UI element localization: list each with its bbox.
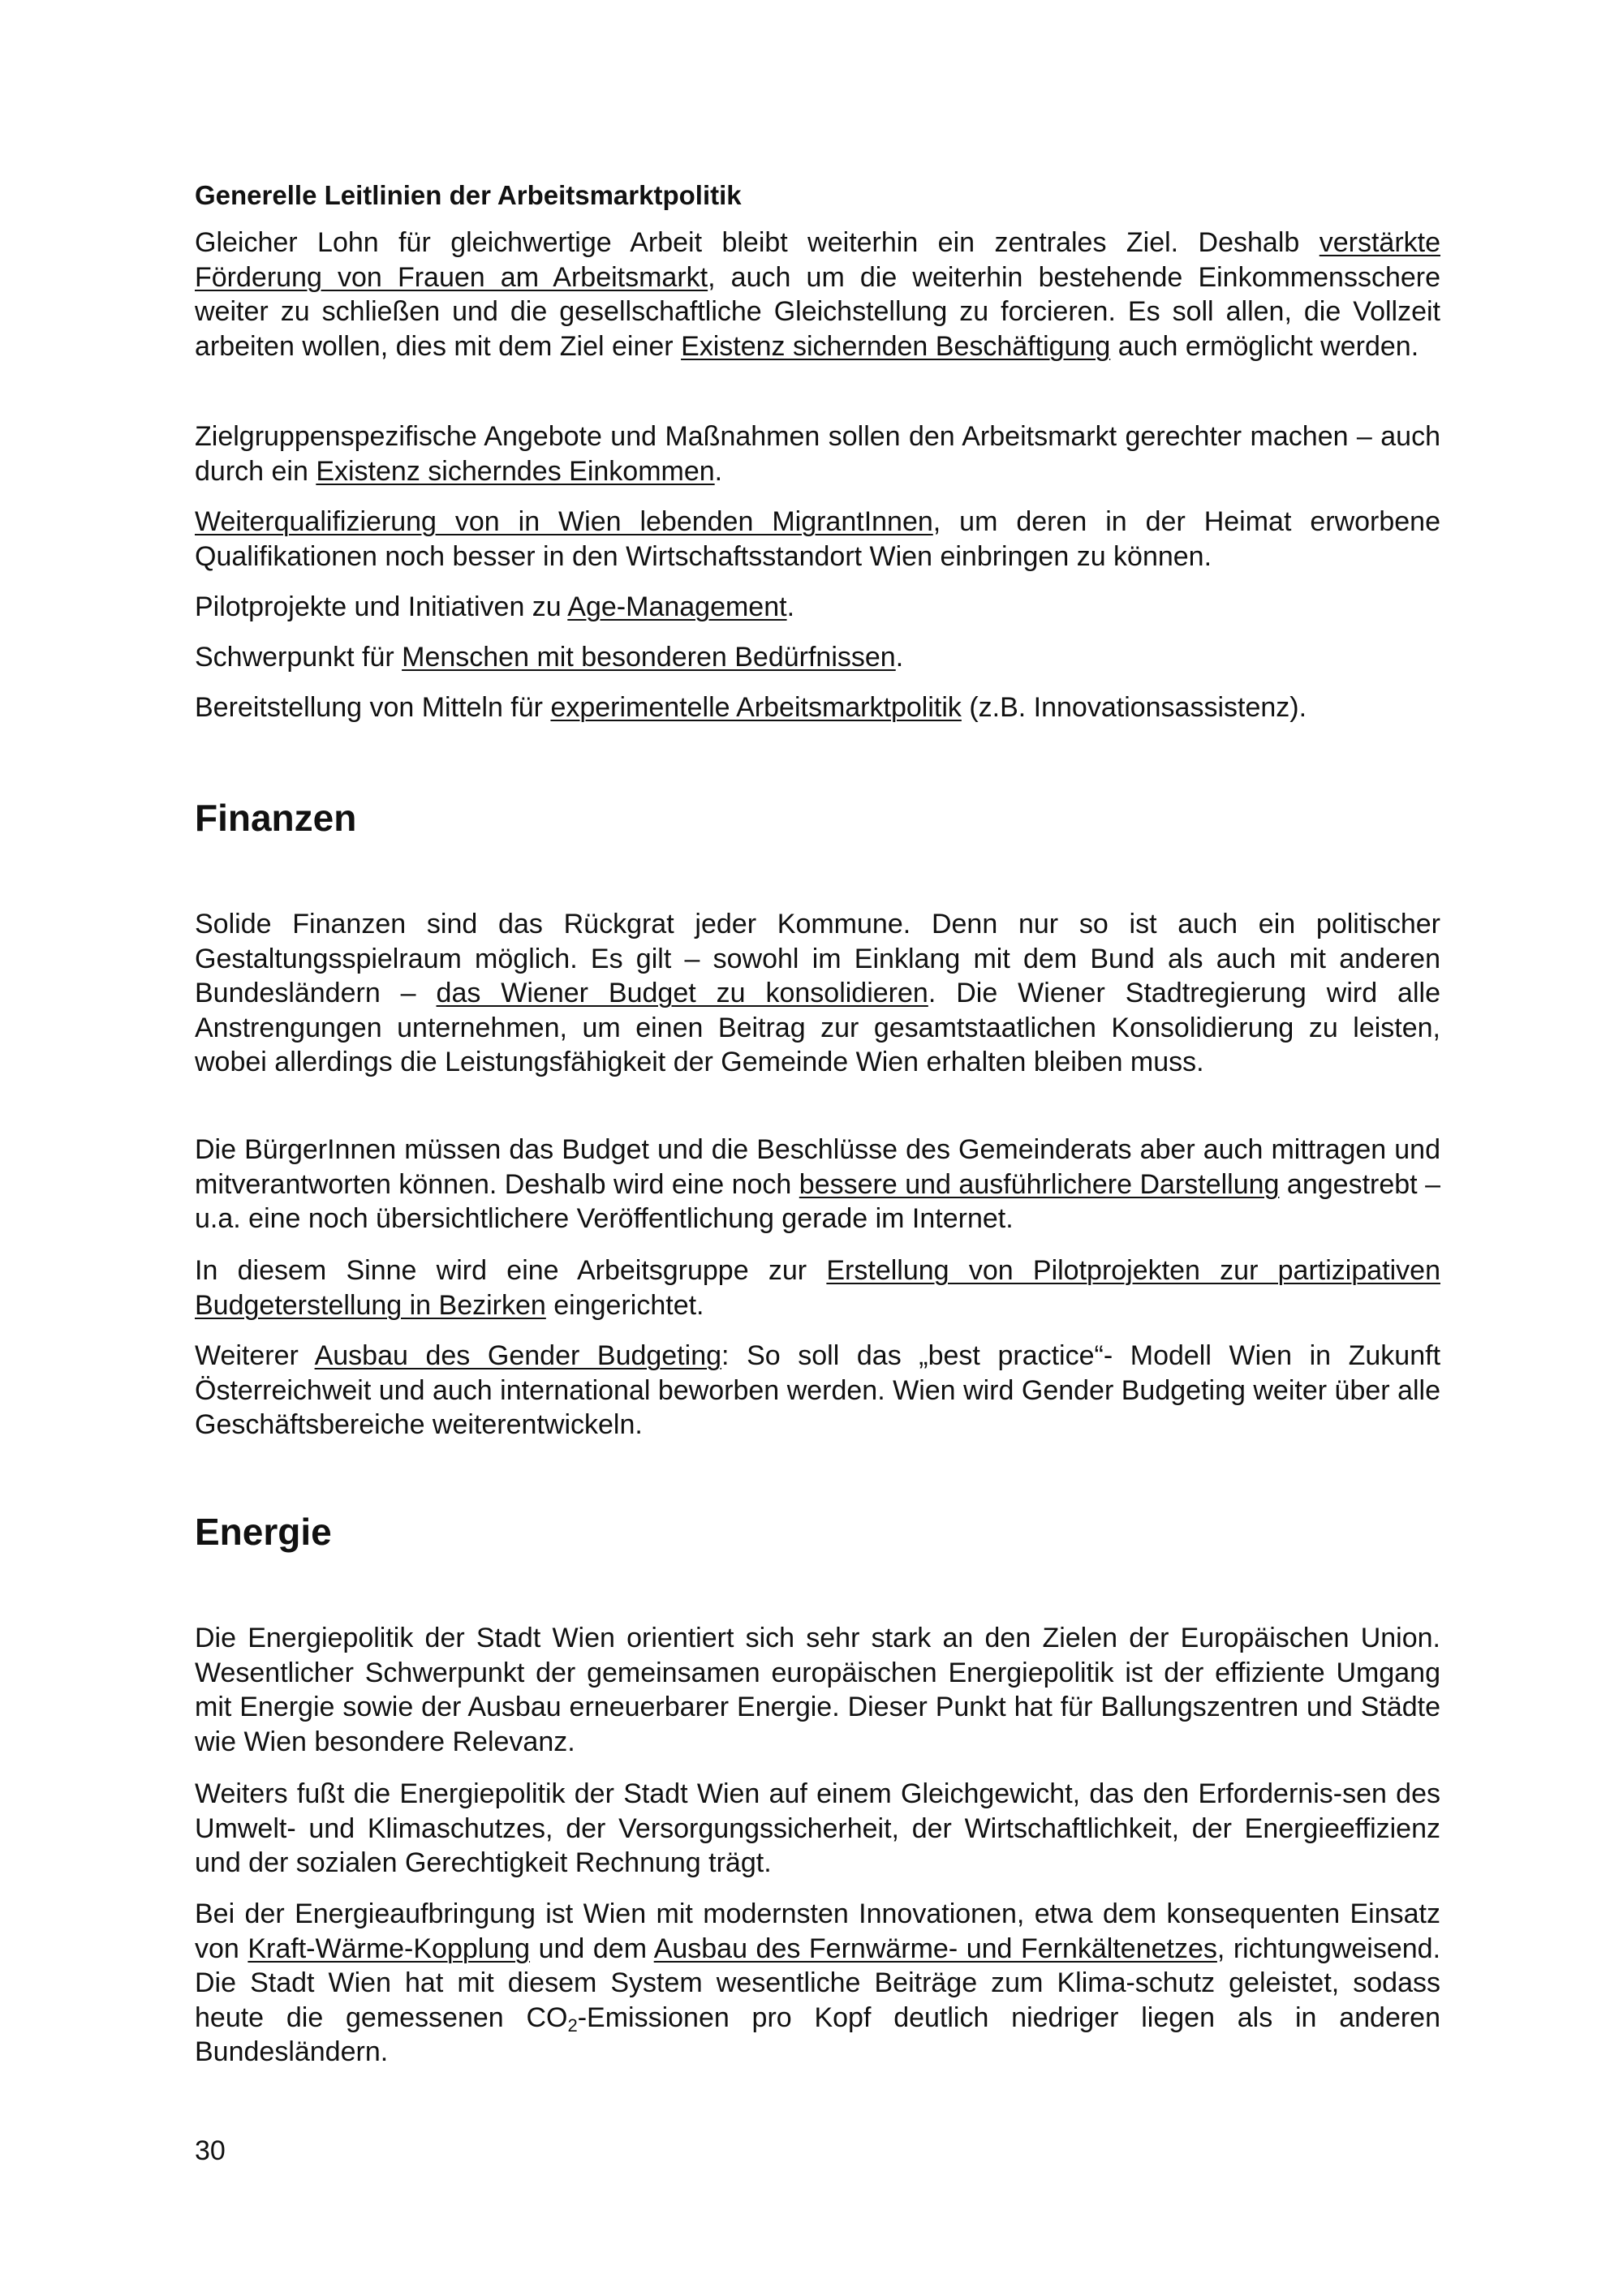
underlined-text: Existenz sicherndes Einkommen xyxy=(316,455,715,487)
text: Weiterer xyxy=(195,1340,315,1371)
section-heading-energie: Energie xyxy=(195,1511,332,1553)
text: , um deren in der Heimat erworbene Qualifikationen noch besser in den Wirtschaftsstandort Wien einbringen zu können. xyxy=(195,506,1440,572)
text: (z.B. Innovationsassistenz). xyxy=(961,692,1307,723)
text: In diesem Sinne wird eine Arbeitsgruppe zur xyxy=(195,1255,827,1286)
text: Bei der Energieaufbringung ist Wien mit modernsten Innovationen, etwa dem konsequenten Einsatz von xyxy=(195,1898,1440,1964)
paragraph xyxy=(195,505,1440,574)
paragraph xyxy=(195,1133,1440,1236)
text: Bereitstellung von Mitteln für xyxy=(195,692,551,723)
text: Solide Finanzen sind das Rückgrat jeder Kommune. Denn nur so ist auch ein politischer Gestaltungsspielraum möglich. Es gilt – sowohl im Einklang mit dem Bund als auch mit anderen Bundesländern – xyxy=(195,909,1440,1008)
paragraph xyxy=(195,1621,1440,1759)
paragraph xyxy=(195,590,1440,625)
text: eingerichtet. xyxy=(545,1289,704,1321)
text: . xyxy=(714,455,723,487)
paragraph xyxy=(195,1339,1440,1443)
text: -Emissionen pro Kopf deutlich niedriger liegen als in anderen Bundesländern. xyxy=(195,2001,1440,2067)
paragraph xyxy=(195,419,1440,488)
paragraph xyxy=(195,907,1440,1080)
text: Die BürgerInnen müssen das Budget und die Beschlüsse des Gemeinderats aber auch mittragen und mitverantworten können. Deshalb wird eine noch xyxy=(195,1134,1440,1200)
text: , auch um die weiterhin bestehende Einkommensschere weiter zu schließen und die gesellschaftliche Gleichstellung zu forcieren. Es soll allen, die Vollzeit arbeiten wollen, dies mit dem Ziel einer xyxy=(195,261,1441,362)
text: . xyxy=(786,591,795,622)
underlined-text: Weiterqualifizierung von in Wien lebenden MigrantInnen xyxy=(195,506,933,537)
paragraph xyxy=(195,1253,1440,1322)
subscript: 2 xyxy=(567,2014,578,2036)
underlined-text: Ausbau des Gender Budgeting xyxy=(314,1340,722,1371)
underlined-text: verstärkte Förderung von Frauen am Arbeitsmarkt xyxy=(195,227,1440,293)
text: Zielgruppenspezifische Angebote und Maßnahmen sollen den Arbeitsmarkt gerechter machen – auch durch ein xyxy=(195,421,1440,487)
underlined-text: bessere und ausführlichere Darstellung xyxy=(799,1168,1280,1200)
paragraph xyxy=(195,640,1440,675)
text: : So soll das „best practice“- Modell Wien in Zukunft Österreichweit und auch international beworben werden. Wien wird Gender Budgeting weiter über alle Geschäftsbereiche weiterentwickeln. xyxy=(195,1340,1441,1440)
paragraph xyxy=(195,690,1440,725)
text: Schwerpunkt für xyxy=(195,642,403,673)
underlined-text: Menschen mit besonderen Bedürfnissen xyxy=(402,642,896,673)
underlined-text: experimentelle Arbeitsmarktpolitik xyxy=(550,692,962,723)
paragraph xyxy=(195,1897,1440,2070)
underlined-text: Age-Management xyxy=(567,591,787,622)
text: und dem xyxy=(530,1933,654,1964)
text: Pilotprojekte und Initiativen zu xyxy=(195,591,568,622)
text: auch ermöglicht werden. xyxy=(1110,330,1419,362)
document-page xyxy=(195,0,1440,2296)
text: , richtungweisend. Die Stadt Wien hat mit diesem System wesentliche Beiträge zum Klima-schutz geleistet, sodass heute die gemessenen CO xyxy=(195,1933,1441,2033)
text: angestrebt – u.a. eine noch übersichtlichere Veröffentlichung gerade im Internet. xyxy=(195,1168,1440,1234)
underlined-text: Ausbau des Fernwärme- und Fernkältenetzes xyxy=(653,1933,1217,1964)
text: Gleicher Lohn für gleichwertige Arbeit bleibt weiterhin ein zentrales Ziel. Deshalb xyxy=(195,227,1319,258)
section-subheading-arbeitsmarkt: Generelle Leitlinien der Arbeitsmarktpolitik xyxy=(195,180,742,210)
page-number: 30 xyxy=(195,2135,226,2166)
paragraph xyxy=(195,1777,1440,1881)
text: Die Energiepolitik der Stadt Wien orientiert sich sehr stark an den Zielen der Europäischen Union. Wesentlicher Schwerpunkt der gemeinsamen europäischen Energiepolitik ist der effiziente Umgang mit Energie sowie der Ausbau erneuerbarer Energie. Dieser Punkt hat für Ballungszentren und Städte wie Wien besondere Relevanz. xyxy=(195,1623,1440,1757)
paragraph xyxy=(195,226,1440,363)
text: Weiters fußt die Energiepolitik der Stadt Wien auf einem Gleichgewicht, das den Erfordernis-sen des Umwelt- und Klimaschutzes, der Versorgungssicherheit, der Wirtschaftlichkeit, der Energieeffizienz und der sozialen Gerechtigkeit Rechnung trägt. xyxy=(195,1778,1440,1878)
underlined-text: Erstellung von Pilotprojekten zur partizipativen Budgeterstellung in Bezirken xyxy=(195,1255,1440,1321)
text: . xyxy=(895,642,904,673)
section-heading-finanzen: Finanzen xyxy=(195,797,357,839)
underlined-text: das Wiener Budget zu konsolidieren xyxy=(436,978,928,1008)
text: . Die Wiener Stadtregierung wird alle Anstrengungen unternehmen, um einen Beitrag zur gesamtstaatlichen Konsolidierung zu leisten, wobei allerdings die Leistungsfähigkeit der Gemeinde Wien erhalten bleiben muss. xyxy=(195,978,1440,1077)
underlined-text: Existenz sichernden Beschäftigung xyxy=(681,330,1111,362)
underlined-text: Kraft-Wärme-Kopplung xyxy=(248,1933,531,1964)
